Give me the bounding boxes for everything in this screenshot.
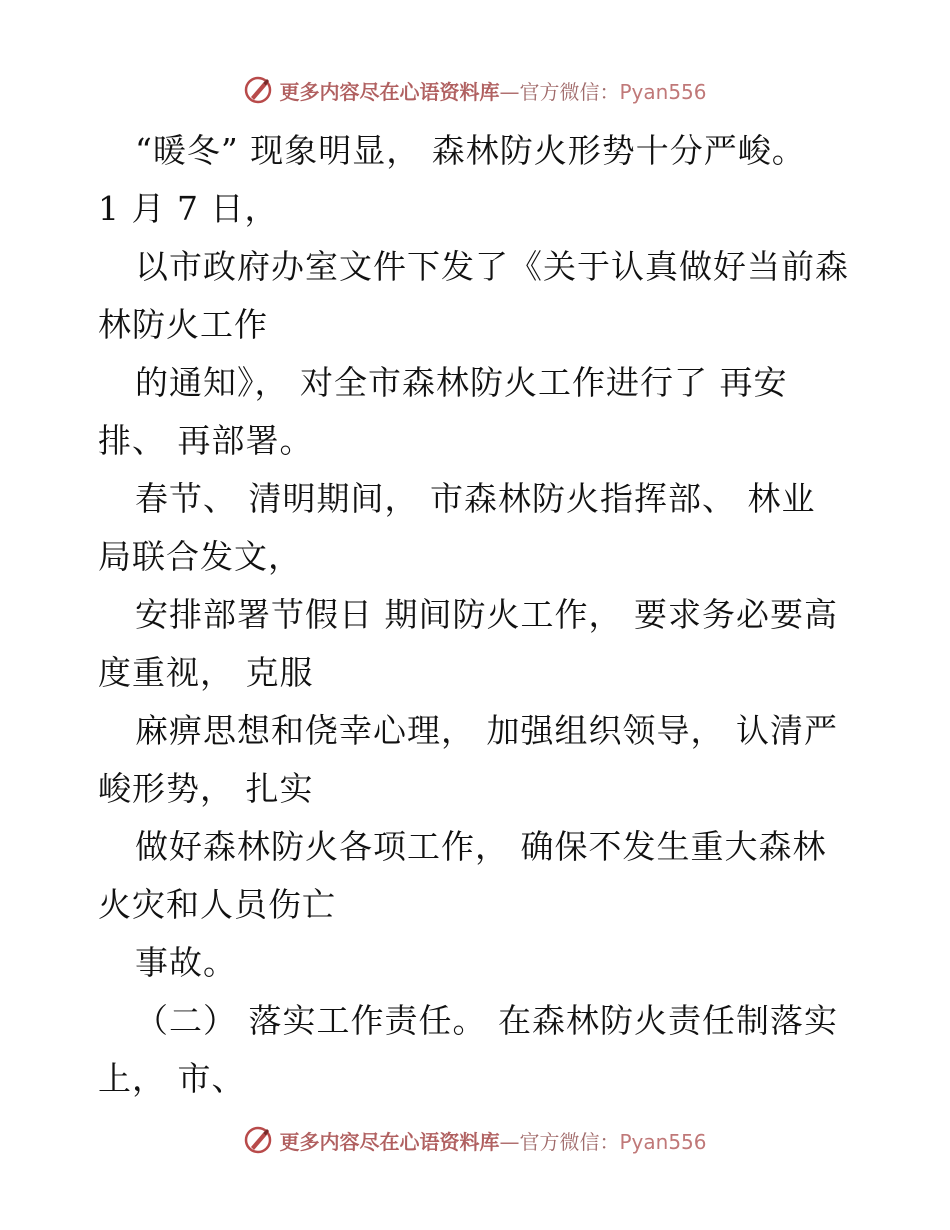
pen-logo-icon: [243, 75, 273, 105]
footer-site-text: 更多内容尽在心语资料库: [279, 1129, 500, 1154]
text-line: 的通知》， 对全市森林防火工作进行了 再安: [135, 363, 788, 402]
text-line: “暖冬” 现象明显， 森林防火形势十分严峻。: [135, 131, 806, 170]
pen-logo-icon: [243, 1125, 273, 1155]
text-line: 事故。: [135, 943, 237, 982]
text-line: 局联合发文，: [98, 537, 302, 576]
header-site-text: 更多内容尽在心语资料库: [279, 79, 500, 104]
text-line: 以市政府办室文件下发了《关于认真做好当前森: [135, 247, 849, 286]
header-watermark: [0, 70, 950, 110]
text-line: 春节、 清明期间， 市森林防火指挥部、 林业: [135, 479, 816, 518]
header-wechat-id: Pyan556: [619, 79, 707, 104]
text-line: 安排部署节假日 期间防火工作， 要求务必要高: [135, 595, 838, 634]
text-line: 排、 再部署。: [98, 421, 314, 460]
text-line: 1 月 7 日，: [98, 189, 279, 228]
footer-wechat-label: 官方微信：: [519, 1129, 620, 1154]
text-line: 峻形势， 扎实: [98, 769, 314, 808]
text-line: 做好森林防火各项工作， 确保不发生重大森林: [135, 827, 827, 866]
text-line: 上， 市、: [98, 1059, 246, 1098]
text-line: 度重视， 克服: [98, 653, 314, 692]
document-body: [98, 122, 898, 1108]
footer-watermark-text: [279, 1126, 706, 1155]
footer-wechat-id: Pyan556: [619, 1129, 707, 1154]
text-line: 麻痹思想和侥幸心理， 加强组织领导， 认清严: [135, 711, 838, 750]
header-wechat-label: 官方微信：: [519, 79, 620, 104]
footer-watermark: [0, 1120, 950, 1160]
text-line: 林防火工作: [98, 305, 268, 344]
footer-dash: —: [499, 1129, 520, 1154]
text-line: （二） 落实工作责任。 在森林防火责任制落实: [135, 1001, 838, 1040]
header-watermark-text: [279, 76, 706, 105]
text-line: 火灾和人员伤亡: [98, 885, 336, 924]
header-dash: —: [499, 79, 520, 104]
